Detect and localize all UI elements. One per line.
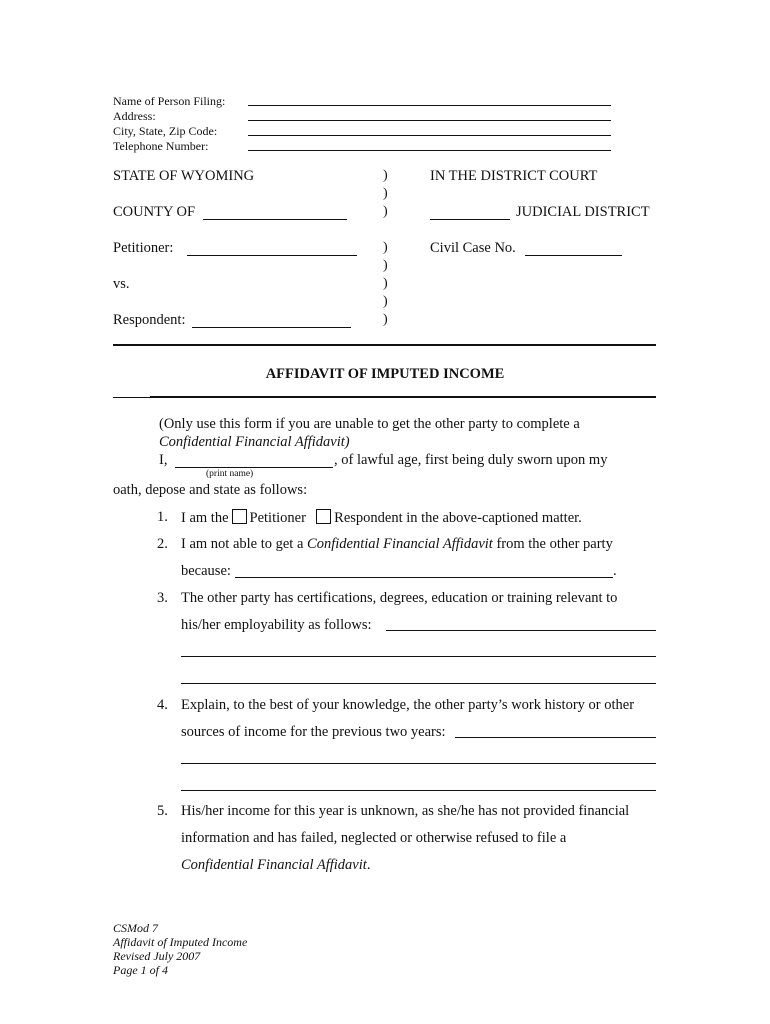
work-history-line-2[interactable] (181, 763, 656, 764)
filer-phone-label: Telephone Number: (113, 139, 209, 153)
caption-district: JUDICIAL DISTRICT (516, 204, 650, 220)
petitioner-line[interactable] (187, 255, 357, 256)
caption-respondent-label: Respondent: (113, 312, 186, 328)
footer-form-name: Affidavit of Imputed Income (113, 935, 248, 949)
filer-name-label: Name of Person Filing: (113, 94, 226, 108)
filer-address-label: Address: (113, 109, 156, 123)
item-4-line-2: sources of income for the previous two years: (181, 724, 446, 740)
item-5-form-name: Confidential Financial Affidavit (181, 857, 367, 873)
respondent-line[interactable] (192, 327, 351, 328)
case-no-line[interactable] (525, 255, 622, 256)
employability-line-3[interactable] (181, 683, 656, 684)
respondent-checkbox[interactable] (316, 509, 331, 524)
item-number: 1. (157, 509, 168, 525)
intro-line-2: Confidential Financial Affidavit) (159, 434, 350, 450)
because-line[interactable] (235, 577, 613, 578)
footer-block (113, 921, 247, 977)
item-5-line-2: information and has failed, neglected or otherwise refused to file a (181, 830, 567, 846)
footer-page: Page 1 of 4 (113, 963, 168, 977)
petitioner-label: Petitioner (249, 510, 306, 526)
title-top-rule (113, 344, 656, 346)
employability-line-2[interactable] (181, 656, 656, 657)
title-bottom-rule-left (113, 397, 150, 398)
caption-paren: ) (383, 186, 388, 201)
item-5-period: . (366, 857, 371, 873)
item-number: 3. (157, 590, 168, 606)
respondent-label: Respondent in the above-captioned matter. (334, 510, 582, 526)
filer-name-line[interactable] (248, 105, 611, 106)
item-number: 4. (157, 697, 168, 713)
caption-paren: ) (383, 276, 388, 291)
filer-address-line[interactable] (248, 120, 611, 121)
filer-city-line[interactable] (248, 135, 611, 136)
work-history-line-1[interactable] (455, 737, 656, 738)
item-1-text: I am the (181, 510, 229, 526)
item-4-line-1: Explain, to the best of your knowledge, the other party’s work history or other (181, 697, 635, 713)
caption-paren: ) (383, 240, 388, 255)
item-3-line-2: his/her employability as follows: (181, 617, 372, 633)
caption-case-no-label: Civil Case No. (430, 240, 516, 256)
item-1 (181, 509, 582, 527)
caption-paren: ) (383, 204, 388, 219)
caption-state: STATE OF WYOMING (113, 168, 255, 184)
caption-paren: ) (383, 258, 388, 273)
caption-paren: ) (383, 294, 388, 309)
page-title: AFFIDAVIT OF IMPUTED INCOME (265, 366, 505, 382)
filer-city-label: City, State, Zip Code: (113, 124, 218, 138)
caption-paren: ) (383, 168, 388, 183)
print-name-line[interactable] (175, 467, 333, 468)
item-2-text-a: I am not able to get a (181, 536, 304, 552)
item-number: 5. (157, 803, 168, 819)
district-line[interactable] (430, 219, 510, 220)
intro-lawful: , of lawful age, first being duly sworn upon my (334, 452, 608, 468)
item-number: 2. (157, 536, 168, 552)
petitioner-checkbox[interactable] (232, 509, 247, 524)
intro-line-1: (Only use this form if you are unable to get the other party to complete a (159, 416, 580, 432)
county-line[interactable] (203, 219, 347, 220)
intro-i-label: I, (159, 452, 168, 468)
item-2 (181, 536, 613, 553)
because-period: . (613, 563, 617, 579)
footer-revised: Revised July 2007 (113, 949, 201, 963)
caption-vs: vs. (113, 276, 130, 292)
item-5-line-1: His/her income for this year is unknown, as she/he has not provided financial (181, 803, 630, 819)
employability-line-1[interactable] (386, 630, 656, 631)
caption-paren: ) (383, 312, 388, 327)
print-name-caption: (print name) (206, 469, 254, 479)
intro-oath: oath, depose and state as follows: (113, 482, 308, 498)
filer-phone-line[interactable] (248, 150, 611, 151)
caption-court: IN THE DISTRICT COURT (430, 168, 598, 184)
work-history-line-3[interactable] (181, 790, 656, 791)
caption-petitioner-label: Petitioner: (113, 240, 174, 256)
item-3-line-1: The other party has certifications, degrees, education or training relevant to (181, 590, 618, 606)
because-label: because: (181, 563, 231, 579)
item-2-text-c: from the other party (496, 536, 613, 552)
item-2-form-name: Confidential Financial Affidavit (307, 536, 493, 552)
footer-form-id: CSMod 7 (113, 921, 158, 935)
item-5-line-3 (181, 857, 370, 874)
caption-county-label: COUNTY OF (113, 204, 196, 220)
title-bottom-rule (150, 396, 656, 398)
